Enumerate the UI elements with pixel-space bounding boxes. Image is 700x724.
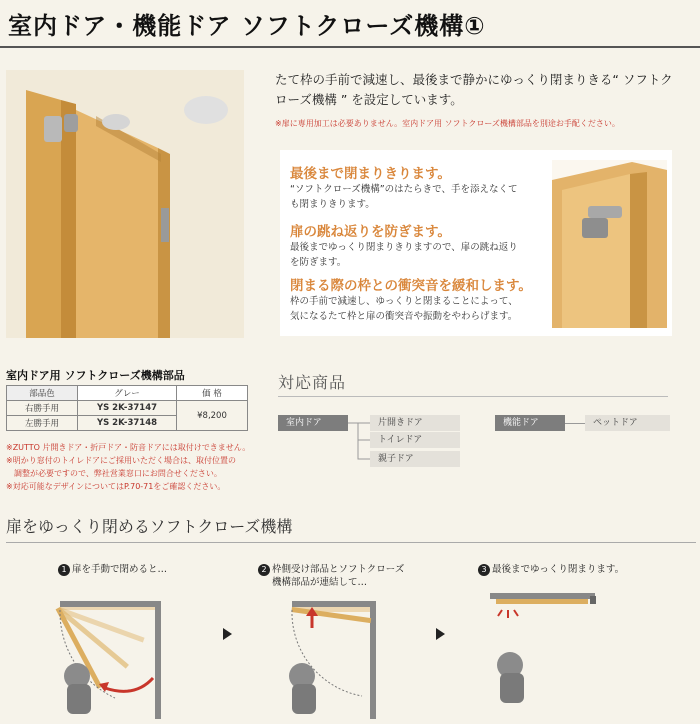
parts-table	[6, 385, 248, 431]
product-indoor-2: トイレドア	[370, 432, 460, 448]
step-3-illustration	[480, 590, 610, 720]
header-color: 部品色	[7, 386, 78, 401]
functional-connector	[565, 423, 585, 424]
feature-text-1-line-2: も閉まりきります。	[290, 199, 375, 210]
products-title: 対応商品	[278, 373, 347, 392]
feature-box	[280, 150, 672, 336]
step-1-label	[58, 563, 167, 576]
feature-text-3-line-2: 気になるたて枠と扉の衝突音や振動をやわらげます。	[290, 311, 518, 322]
row-price: ¥8,200	[177, 401, 248, 431]
note-3: 調整が必要ですので、弊社営業窓口にお問合せください。	[6, 469, 222, 478]
category-functional: 機能ドア	[495, 415, 565, 431]
step-arrow-1	[223, 628, 232, 640]
note-1: ※ZUTTO 片開きドア・折戸ドア・防音ドアには取付けできません。	[6, 443, 251, 452]
step-2-text-2: 機構部品が連結して…	[272, 577, 368, 588]
header-price: 価 格	[177, 386, 248, 401]
step-3-text: 最後までゆっくり閉まります。	[492, 564, 625, 575]
feature-heading-2: 扉の跳ね返りを防ぎます。	[290, 224, 451, 240]
intro-text	[275, 70, 685, 110]
product-indoor-3: 親子ドア	[370, 451, 460, 467]
row-code: YS 2K-37147	[78, 401, 177, 416]
step-2-number: 2	[258, 564, 270, 576]
page-title: 室内ドア・機能ドア ソフトクローズ機構①	[8, 12, 486, 40]
note-2: ※明かり窓付のトイレドアにご採用いただく場合は、取付位置の	[6, 456, 237, 465]
title-divider	[0, 46, 700, 48]
step-3-label	[478, 563, 624, 576]
parts-title: 室内ドア用 ソフトクローズ機構部品	[6, 369, 185, 382]
feature-text-2	[290, 240, 550, 270]
step-2-illustration	[262, 598, 392, 720]
row-side: 右勝手用	[7, 401, 78, 416]
header-gray: グレー	[78, 386, 177, 401]
note-4: ※対応可能なデザインについてはP.70-71をご確認ください。	[6, 482, 226, 491]
step-arrow-2	[436, 628, 445, 640]
section-divider	[6, 542, 696, 543]
step-1-illustration	[55, 598, 185, 720]
feature-text-3-line-1: 枠の手前で減速し、ゆっくりと閉まることによって、	[290, 296, 518, 307]
feature-heading-3: 閉まる際の枠との衝突音を緩和します。	[290, 278, 532, 294]
row-code: YS 2K-37148	[78, 416, 177, 431]
parts-header-row	[7, 386, 248, 401]
step-1-number: 1	[58, 564, 70, 576]
row-side: 左勝手用	[7, 416, 78, 431]
intro-line-2: ローズ機構 ” を設定しています。	[275, 92, 463, 107]
mechanism-photo	[552, 160, 667, 328]
intro-note: ※扉に専用加工は必要ありません。室内ドア用 ソフトクローズ機構部品を別途お手配ください。	[275, 119, 620, 128]
feature-text-3	[290, 294, 550, 324]
category-indoor: 室内ドア	[278, 415, 348, 431]
step-2-label	[258, 563, 404, 589]
table-row	[7, 401, 248, 416]
products-divider	[278, 396, 668, 397]
feature-text-1-line-1: “ソフトクローズ機構”のはたらきで、手を添えなくて	[290, 184, 518, 195]
feature-text-2-line-1: 最後までゆっくり閉まりきりますので、扉の跳ね返り	[290, 242, 518, 253]
parts-notes	[6, 441, 268, 493]
section-title: 扉をゆっくり閉めるソフトクローズ機構	[6, 517, 293, 536]
intro-line-1: たて枠の手前で減速し、最後まで静かにゆっくり閉まりきる“ ソフトク	[275, 72, 673, 87]
door-photo	[6, 70, 244, 338]
step-1-text: 扉を手動で閉めると…	[72, 564, 168, 575]
feature-text-1	[290, 182, 550, 212]
product-indoor-1: 片開きドア	[370, 415, 460, 431]
step-3-number: 3	[478, 564, 490, 576]
feature-text-2-line-2: を防ぎます。	[290, 257, 347, 268]
feature-heading-1: 最後まで閉まりきります。	[290, 166, 451, 182]
step-2-text-1: 枠側受け部品とソフトクローズ	[272, 564, 405, 575]
product-functional-1: ペットドア	[585, 415, 670, 431]
